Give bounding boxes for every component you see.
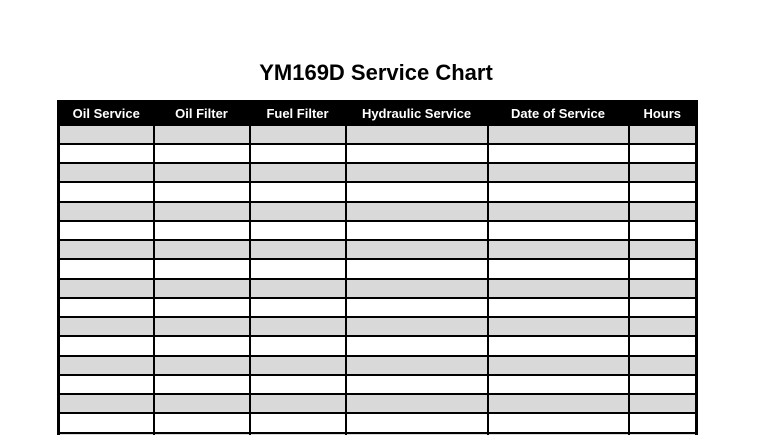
table-row bbox=[59, 163, 697, 182]
table-cell bbox=[59, 317, 154, 336]
table-cell bbox=[629, 240, 697, 259]
table-cell bbox=[488, 163, 629, 182]
table-cell bbox=[346, 413, 488, 432]
table-cell bbox=[629, 221, 697, 240]
table-cell bbox=[488, 202, 629, 221]
table-cell bbox=[346, 163, 488, 182]
table-cell bbox=[154, 375, 250, 394]
table-cell bbox=[488, 298, 629, 317]
table-row bbox=[59, 356, 697, 375]
table-cell bbox=[488, 240, 629, 259]
table-cell bbox=[154, 202, 250, 221]
table-cell bbox=[346, 221, 488, 240]
table-cell bbox=[346, 144, 488, 163]
table-row bbox=[59, 144, 697, 163]
table-cell bbox=[629, 375, 697, 394]
table-cell bbox=[59, 163, 154, 182]
service-chart-table bbox=[57, 100, 698, 435]
table-cell bbox=[250, 336, 346, 355]
table-cell bbox=[488, 221, 629, 240]
table-cell bbox=[250, 221, 346, 240]
table-cell bbox=[59, 375, 154, 394]
table-cell bbox=[59, 336, 154, 355]
table-cell bbox=[250, 394, 346, 413]
table-cell bbox=[629, 163, 697, 182]
table-cell bbox=[629, 125, 697, 144]
table-row bbox=[59, 394, 697, 413]
column-header-date-of-service: Date of Service bbox=[488, 102, 629, 125]
table-cell bbox=[154, 240, 250, 259]
table-cell bbox=[629, 259, 697, 278]
table-cell bbox=[346, 375, 488, 394]
table-row bbox=[59, 182, 697, 201]
table-cell bbox=[629, 144, 697, 163]
table-cell bbox=[346, 298, 488, 317]
table-cell bbox=[154, 336, 250, 355]
table-cell bbox=[154, 182, 250, 201]
table-cell bbox=[250, 182, 346, 201]
table-cell bbox=[629, 413, 697, 432]
table-cell bbox=[154, 144, 250, 163]
table-cell bbox=[488, 317, 629, 336]
table-cell bbox=[346, 279, 488, 298]
column-header-oil-service: Oil Service bbox=[59, 102, 154, 125]
table-cell bbox=[250, 202, 346, 221]
table-cell bbox=[488, 144, 629, 163]
table-row bbox=[59, 375, 697, 394]
table-cell bbox=[488, 356, 629, 375]
page-title: YM169D Service Chart bbox=[259, 60, 493, 85]
table-body bbox=[59, 125, 697, 435]
table-cell bbox=[59, 279, 154, 298]
table-cell bbox=[488, 336, 629, 355]
table-cell bbox=[59, 356, 154, 375]
table-cell bbox=[488, 413, 629, 432]
table-cell bbox=[250, 259, 346, 278]
table-cell bbox=[250, 356, 346, 375]
table-cell bbox=[59, 125, 154, 144]
table-cell bbox=[154, 163, 250, 182]
table-cell bbox=[250, 240, 346, 259]
table-cell bbox=[629, 298, 697, 317]
table-cell bbox=[346, 125, 488, 144]
table-cell bbox=[488, 394, 629, 413]
table-row bbox=[59, 125, 697, 144]
table-row bbox=[59, 413, 697, 432]
table-cell bbox=[59, 394, 154, 413]
column-header-hours: Hours bbox=[629, 102, 697, 125]
table-row bbox=[59, 336, 697, 355]
table-cell bbox=[59, 221, 154, 240]
table-cell bbox=[250, 163, 346, 182]
table-cell bbox=[154, 298, 250, 317]
table-row bbox=[59, 202, 697, 221]
table-cell bbox=[154, 279, 250, 298]
table-cell bbox=[629, 394, 697, 413]
table-cell bbox=[346, 240, 488, 259]
table-cell bbox=[250, 413, 346, 432]
table-row bbox=[59, 298, 697, 317]
table-row bbox=[59, 317, 697, 336]
table-cell bbox=[488, 375, 629, 394]
table-cell bbox=[488, 279, 629, 298]
table-cell bbox=[629, 202, 697, 221]
table-cell bbox=[154, 356, 250, 375]
table-cell bbox=[629, 317, 697, 336]
column-header-oil-filter: Oil Filter bbox=[154, 102, 250, 125]
table-cell bbox=[629, 336, 697, 355]
column-header-fuel-filter: Fuel Filter bbox=[250, 102, 346, 125]
table-cell bbox=[59, 413, 154, 432]
table-cell bbox=[629, 356, 697, 375]
table-cell bbox=[346, 202, 488, 221]
table-cell bbox=[488, 259, 629, 278]
table-cell bbox=[59, 202, 154, 221]
table-cell bbox=[250, 298, 346, 317]
table-cell bbox=[346, 259, 488, 278]
table-cell bbox=[488, 182, 629, 201]
table-cell bbox=[154, 259, 250, 278]
table-cell bbox=[59, 298, 154, 317]
table-cell bbox=[154, 221, 250, 240]
table-cell bbox=[154, 413, 250, 432]
table-cell bbox=[154, 394, 250, 413]
table-cell bbox=[59, 259, 154, 278]
table-cell bbox=[346, 182, 488, 201]
table-cell bbox=[250, 125, 346, 144]
table-cell bbox=[59, 240, 154, 259]
table-cell bbox=[629, 182, 697, 201]
table-row bbox=[59, 279, 697, 298]
table-cell bbox=[250, 317, 346, 336]
table-cell bbox=[250, 279, 346, 298]
table-cell bbox=[488, 125, 629, 144]
table-row bbox=[59, 221, 697, 240]
table-row bbox=[59, 240, 697, 259]
table-cell bbox=[629, 279, 697, 298]
table-cell bbox=[59, 182, 154, 201]
header-row bbox=[59, 102, 697, 125]
table-cell bbox=[154, 317, 250, 336]
table-cell bbox=[250, 375, 346, 394]
column-header-hydraulic-service: Hydraulic Service bbox=[346, 102, 488, 125]
table-cell bbox=[250, 144, 346, 163]
table-cell bbox=[346, 317, 488, 336]
table-row bbox=[59, 259, 697, 278]
table-cell bbox=[346, 336, 488, 355]
table-cell bbox=[59, 144, 154, 163]
table-cell bbox=[346, 356, 488, 375]
table-cell bbox=[346, 394, 488, 413]
table-cell bbox=[154, 125, 250, 144]
